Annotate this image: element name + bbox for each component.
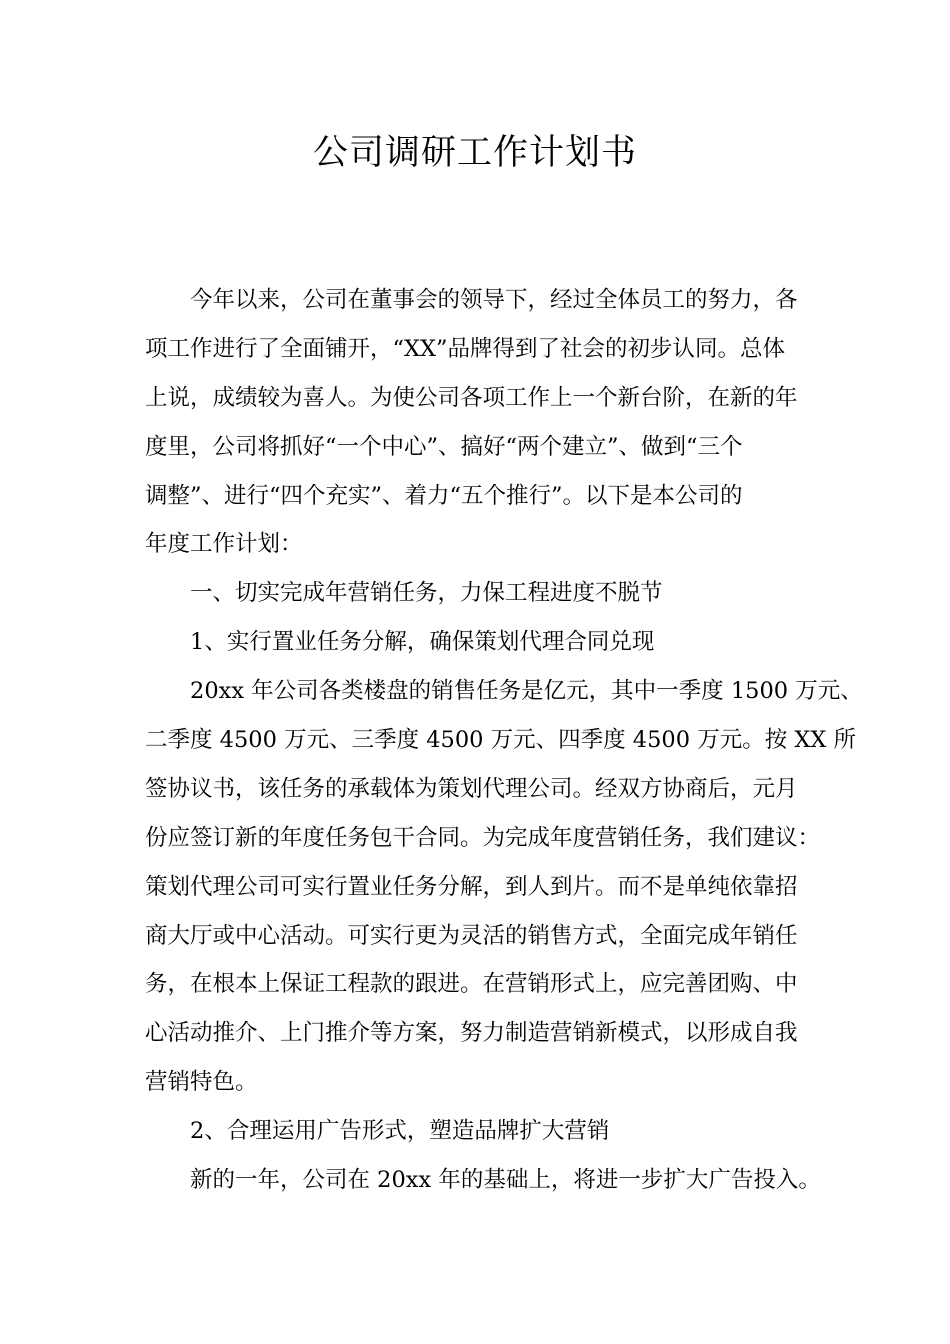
body-line-17: 营销特色。: [145, 1069, 258, 1096]
subsection-heading-1: 1、实行置业任务分解，确保策划代理合同兑现: [190, 629, 655, 656]
body-line-15: 务，在根本上保证工程款的跟进。在营销形式上，应完善团购、中: [145, 971, 798, 998]
body-line-6: 年度工作计划：: [145, 531, 303, 558]
body-line-3: 上说，成绩较为喜人。为使公司各项工作上一个新台阶，在新的年: [145, 384, 798, 411]
body-line-9: 20xx 年公司各类楼盘的销售任务是亿元，其中一季度 1500 万元、: [190, 678, 863, 705]
body-line-2: 项工作进行了全面铺开，“XX”品牌得到了社会的初步认同。总体: [145, 335, 786, 362]
document-title: 公司调研工作计划书: [312, 133, 637, 173]
body-line-16: 心活动推介、上门推介等方案，努力制造营销新模式，以形成自我: [145, 1020, 798, 1047]
document-body: [145, 276, 863, 1205]
body-line-12: 份应签订新的年度任务包干合同。为完成年度营销任务，我们建议：: [145, 824, 821, 851]
body-line-14: 商大厅或中心活动。可实行更为灵活的销售方式，全面完成年销任: [145, 922, 798, 949]
body-line-11: 签协议书，该任务的承载体为策划代理公司。经双方协商后，元月: [145, 775, 798, 802]
section-heading-1: 一、切实完成年营销任务，力保工程进度不脱节: [190, 580, 663, 607]
body-line-1: 今年以来，公司在董事会的领导下，经过全体员工的努力，各: [190, 287, 798, 313]
subsection-heading-2: 2、合理运用广告形式，塑造品牌扩大营销: [190, 1118, 610, 1145]
body-line-13: 策划代理公司可实行置业任务分解，到人到片。而不是单纯依靠招: [145, 873, 798, 900]
body-line-5: 调整”、进行“四个充实”、着力“五个推行”。以下是本公司的: [145, 482, 743, 509]
body-line-10: 二季度 4500 万元、三季度 4500 万元、四季度 4500 万元。按 XX 所: [145, 727, 857, 754]
body-line-19: 新的一年，公司在 20xx 年的基础上，将进一步扩大广告投入。: [190, 1167, 821, 1194]
body-line-4: 度里，公司将抓好“一个中心”、搞好“两个建立”、做到“三个: [145, 433, 743, 460]
